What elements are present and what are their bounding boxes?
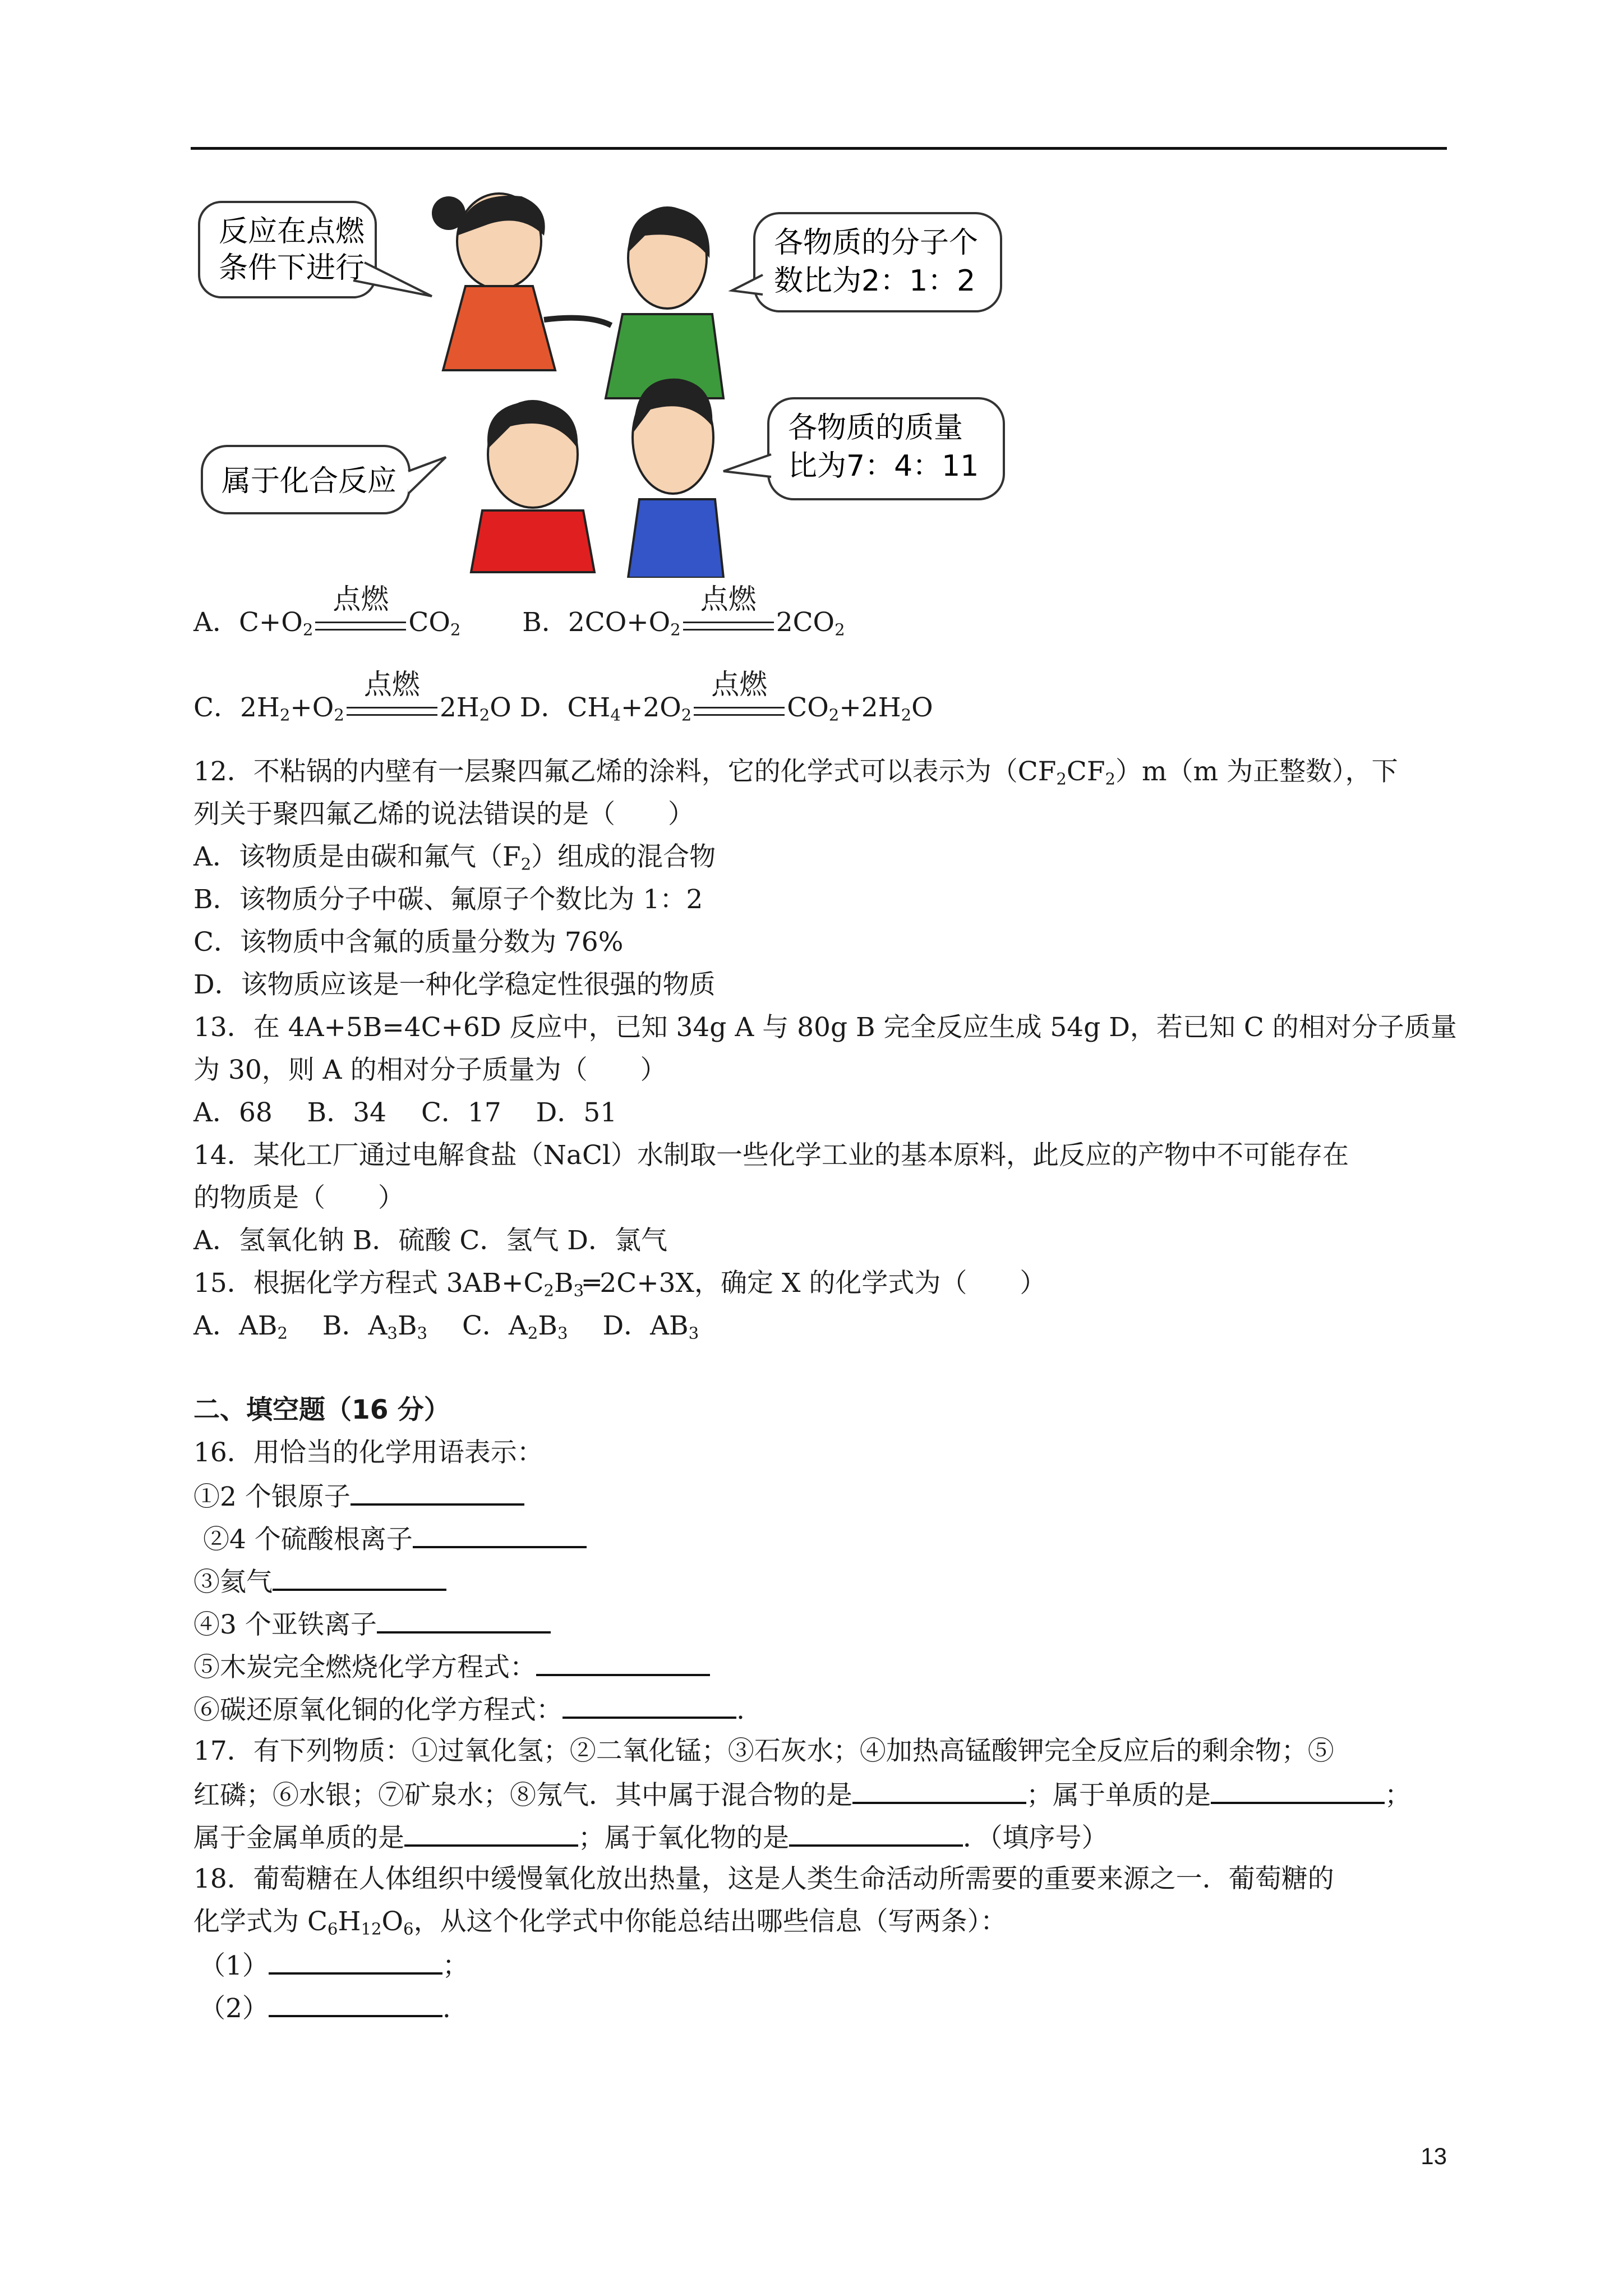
answer-blank[interactable] <box>536 1649 710 1676</box>
bubble-text: 反应在点燃 <box>219 215 365 249</box>
q12-stem-line2: 列关于聚四氟乙烯的说法错误的是（ ） <box>193 799 694 830</box>
q13-stem-line1: 13．在 4A+5B=4C+6D 反应中，已知 34g A 与 80g B 完全反应生成 54g D，若已知 C 的相对分子质量 <box>193 1012 1457 1043</box>
bubble-text: 各物质的质量 <box>788 411 963 445</box>
q18-line1: 18．葡萄糖在人体组织中缓慢氧化放出热量，这是人类生命活动所需要的重要来源之一．葡萄糖的 <box>193 1864 1334 1894</box>
q17-line2: 红磷；⑥水银；⑦矿泉水；⑧氖气．其中属于混合物的是 ；属于单质的是 ； <box>193 1777 1411 1812</box>
q12-option-c: C．该物质中含氟的质量分数为 76% <box>193 927 624 958</box>
answer-blank[interactable] <box>377 1607 551 1634</box>
q16-item-1: ①2 个银原子 <box>193 1479 524 1514</box>
header-rule <box>191 147 1447 150</box>
option-b: B．$2CO+O_2$ 点燃 $2CO_2$ <box>522 583 845 639</box>
section-heading: 二、填空题（16 分） <box>193 1395 450 1425</box>
page-number: 13 <box>1421 2143 1447 2169</box>
q13-stem-line2: 为 30，则 A 的相对分子质量为（ ） <box>193 1055 667 1085</box>
q18-item-2: （2） . <box>199 1990 451 2026</box>
answer-blank[interactable] <box>273 1564 446 1591</box>
q12-option-a: A．该物质是由碳和氟气$(F_2)$组成的混合物 <box>193 841 716 874</box>
bubble-text: 比为7：4：11 <box>788 449 979 483</box>
q18-line2: 化学式为 $C_6H_{12}O_6$，从这个化学式中你能总结出哪些信息（写两条）： <box>193 1906 1007 1939</box>
man-blue-shirt-figure <box>628 379 723 578</box>
speech-bubble-top-left <box>199 202 432 297</box>
option-c: C．$2H_2+O_2$ 点燃 $2H_2O$ <box>193 668 511 725</box>
reaction-arrow: 点燃 <box>691 691 787 725</box>
reaction-arrow: 点燃 <box>313 606 408 639</box>
q11-options-cd <box>193 668 933 725</box>
q12-stem-line1: 12．不粘锅的内壁有一层聚四氟乙烯的涂料，它的化学式可以表示为$(CF_2CF_2)m(m$ 为正整数），下 <box>193 756 1398 789</box>
answer-blank[interactable] <box>789 1820 963 1847</box>
boy-red-shirt-figure <box>471 401 594 572</box>
option-d: D．$CH_4+2O_2$ 点燃 $CO_2+2H_2O$ <box>519 668 933 725</box>
q12-option-b: B．该物质分子中碳、氟原子个数比为 1：2 <box>193 884 703 915</box>
answer-blank[interactable] <box>269 1990 442 2017</box>
q12-option-d: D．该物质应该是一种化学稳定性很强的物质 <box>193 969 716 1000</box>
boy-green-shirt-figure <box>606 208 723 398</box>
reaction-arrow: 点燃 <box>344 691 440 725</box>
girl-figure <box>432 194 611 370</box>
q16-item-2: ②4 个硫酸根离子 <box>203 1521 587 1557</box>
q16-stem: 16．用恰当的化学用语表示： <box>193 1437 543 1468</box>
q18-item-1: （1） ； <box>199 1948 469 1983</box>
cartoon-illustration <box>185 191 1060 578</box>
q15-options: A．$AB_2$ B．$A_3B_3$ C．$A_2B_3$ D．$AB_3$ <box>193 1310 699 1343</box>
answer-blank[interactable] <box>269 1948 442 1975</box>
q11-options-ab <box>193 583 845 639</box>
answer-blank[interactable] <box>1211 1777 1385 1804</box>
q13-options: A．68 B．34 C．17 D．51 <box>193 1097 617 1128</box>
speech-bubble-top-right <box>732 213 1001 311</box>
answer-blank[interactable] <box>413 1521 587 1548</box>
bubble-text: 各物质的分子个 <box>774 226 979 260</box>
q14-options: A．氢氧化钠 B．硫酸 C．氢气 D．氯气 <box>193 1225 667 1256</box>
q14-stem-line2: 的物质是（ ） <box>193 1182 404 1213</box>
q14-stem-line1: 14．某化工厂通过电解食盐（NaCl）水制取一些化学工业的基本原料，此反应的产物中不可能存在 <box>193 1140 1349 1171</box>
speech-bubble-bottom-right <box>723 398 1004 499</box>
option-a: A．$C+O_2$ 点燃 $CO_2$ <box>193 583 461 639</box>
answer-blank[interactable] <box>404 1820 578 1847</box>
q17-line1: 17．有下列物质：①过氧化氢；②二氧化锰；③石灰水；④加热高锰酸钾完全反应后的剩余物；⑤ <box>193 1736 1334 1766</box>
reaction-arrow: 点燃 <box>681 606 776 639</box>
bubble-text: 数比为2：1：2 <box>774 264 976 298</box>
answer-blank[interactable] <box>562 1692 736 1719</box>
q16-item-4: ④3 个亚铁离子 <box>193 1607 551 1642</box>
q17-line3: 属于金属单质的是 ；属于氧化物的是 ．（填序号） <box>193 1820 1108 1855</box>
q16-item-6: ⑥碳还原氧化铜的化学方程式： . <box>193 1692 745 1727</box>
bubble-text: 属于化合反应 <box>222 464 397 498</box>
answer-blank[interactable] <box>351 1479 524 1506</box>
q16-item-5: ⑤木炭完全燃烧化学方程式： <box>193 1649 710 1685</box>
bubble-text: 条件下进行 <box>219 251 365 285</box>
speech-bubble-bottom-left <box>202 446 446 513</box>
q15-stem: 15．根据化学方程式 $3AB+C_2B_3═2C+3X$，确定 X 的化学式为（ ） <box>193 1268 1046 1300</box>
q16-item-3: ③氦气 <box>193 1564 446 1599</box>
answer-blank[interactable] <box>852 1777 1026 1804</box>
